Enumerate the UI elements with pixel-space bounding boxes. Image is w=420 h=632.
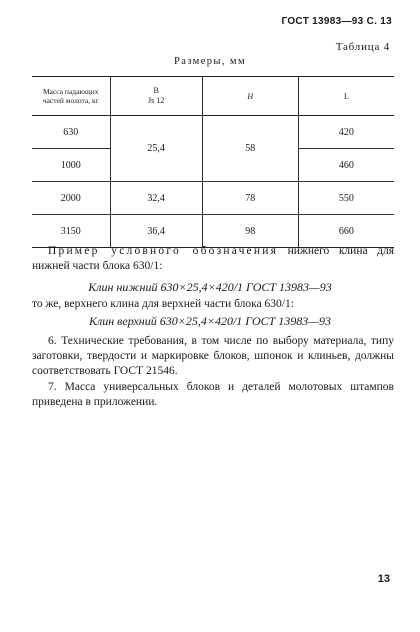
paragraph-6: 6. Технические требования, в том числе по выбору материала, типу заготовки, твердости и маркировке блоков, шпонок и клиньев, должны соответствовать ГОСТ 21546. — [32, 335, 394, 377]
table-row — [32, 182, 394, 215]
cell-mass: 630 — [63, 126, 79, 138]
header-b: В Js 12 — [110, 77, 202, 116]
cell-b: 25,4 — [110, 116, 202, 182]
cell-h: 78 — [202, 182, 298, 215]
example-intro-rest: нижнего клина для нижней части блока 630/1: — [32, 245, 395, 272]
cell-mass: 1000 — [32, 149, 110, 182]
header-mass: Масса падающих частей молота, кг — [32, 77, 110, 116]
header-l: L — [298, 77, 394, 116]
designation-lower: Клин нижний 630×25,4×420/1 ГОСТ 13983—93 — [88, 280, 332, 294]
table-row — [32, 215, 394, 248]
designation-upper: Клин верхний 630×25,4×420/1 ГОСТ 13983—93 — [89, 314, 331, 328]
table-header-row — [32, 77, 394, 116]
cell-l: 420 — [298, 116, 394, 149]
document-header: ГОСТ 13983—93 С. 13 — [281, 16, 392, 27]
example-upper-intro: то же, верхнего клина для верхней части блока 630/1: — [32, 298, 294, 310]
table-label: Таблица 4 — [335, 41, 390, 53]
dimensions-table — [32, 76, 394, 248]
table-row — [32, 116, 394, 149]
cell-l: 550 — [298, 182, 394, 215]
dimensions-caption: Размеры, мм — [173, 56, 247, 67]
cell-h: 98 — [202, 215, 298, 248]
cell-l: 660 — [298, 215, 394, 248]
header-h: Н — [202, 77, 298, 116]
cell-l: 460 — [298, 149, 394, 182]
cell-h: 58 — [202, 116, 298, 182]
cell-mass: 2000 — [32, 182, 110, 215]
page-number: 13 — [377, 573, 390, 585]
cell-b: 36,4 — [110, 215, 202, 248]
example-intro-spaced: Пример условного обозначения — [48, 245, 279, 257]
cell-b: 32,4 — [110, 182, 202, 215]
example-intro — [32, 244, 394, 274]
cell-mass: 3150 — [32, 215, 110, 248]
paragraph-7: 7. Масса универсальных блоков и деталей молотовых штампов приведена в приложении. — [32, 381, 394, 408]
